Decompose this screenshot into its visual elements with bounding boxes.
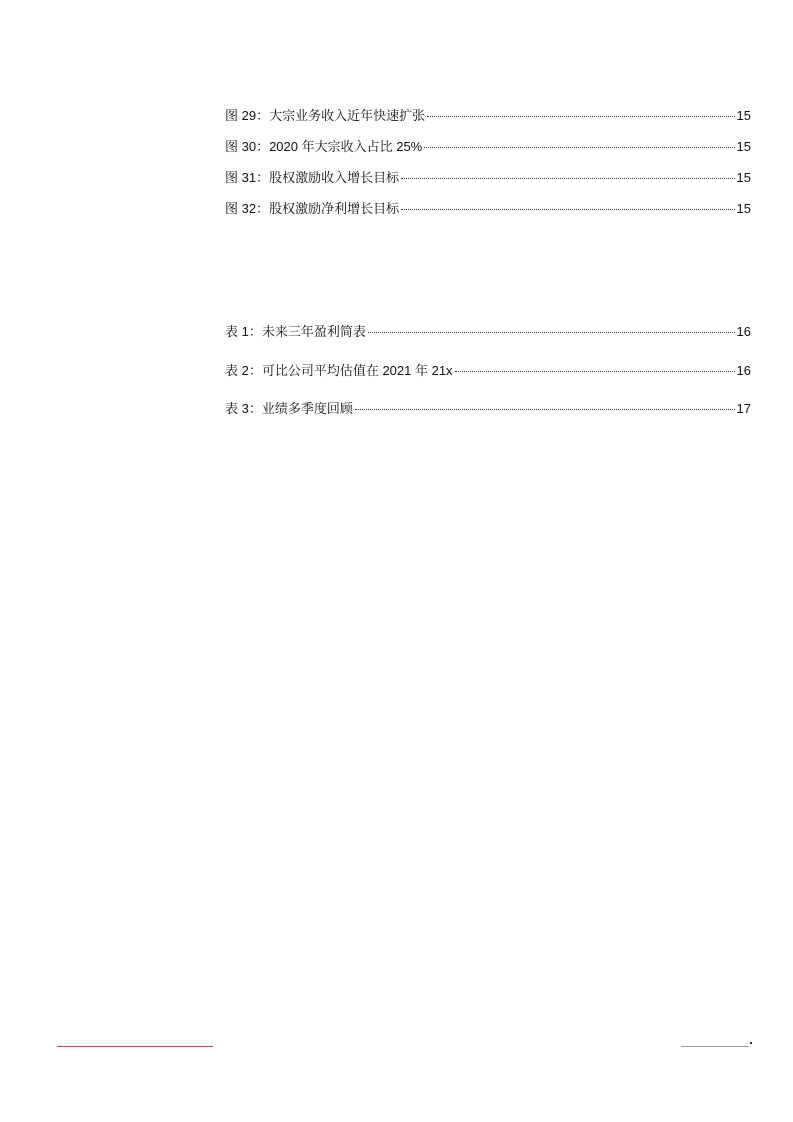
dot-leader (368, 332, 735, 333)
dot-leader (455, 371, 735, 372)
toc-entry-label: 表 2：可比公司平均估值在 2021 年 21x (225, 362, 453, 378)
toc-entry-figure-32[interactable] (225, 201, 751, 232)
toc-entry-label: 表 1：未来三年盈利简表 (225, 324, 366, 339)
toc-entry-page: 15 (736, 170, 751, 185)
table-list (225, 324, 751, 440)
toc-entry-table-1[interactable] (225, 324, 751, 363)
toc-entry-label: 表 3：业绩多季度回顾 (225, 401, 353, 416)
dot-leader (427, 116, 734, 117)
toc-entry-page: 15 (736, 139, 751, 154)
toc-entry-table-2[interactable] (225, 363, 751, 402)
dot-leader (401, 178, 734, 179)
toc-entry-label: 图 31：股权激励收入增长目标 (225, 170, 400, 185)
toc-entry-page: 15 (736, 108, 751, 123)
toc-entry-page: 16 (736, 362, 751, 378)
dot-leader (424, 147, 734, 148)
toc-entry-label: 图 30：2020 年大宗收入占比 25% (225, 139, 423, 154)
toc-entry-figure-31[interactable] (225, 170, 751, 201)
toc-entry-label: 图 32：股权激励净利增长目标 (225, 201, 400, 216)
footer-accent-rule (57, 1046, 213, 1047)
footer-rule (681, 1046, 749, 1047)
toc-entry-figure-29[interactable] (225, 108, 751, 139)
toc-entry-label: 图 29：大宗业务收入近年快速扩张 (225, 108, 426, 123)
toc-entry-page: 15 (736, 201, 751, 216)
figure-list (225, 108, 751, 232)
dot-leader (401, 209, 734, 210)
footer-dot (750, 1042, 752, 1044)
toc-entry-page: 16 (736, 324, 751, 339)
dot-leader (355, 409, 735, 410)
toc-entry-page: 17 (736, 401, 751, 416)
toc-entry-table-3[interactable] (225, 401, 751, 440)
toc-entry-figure-30[interactable] (225, 139, 751, 170)
